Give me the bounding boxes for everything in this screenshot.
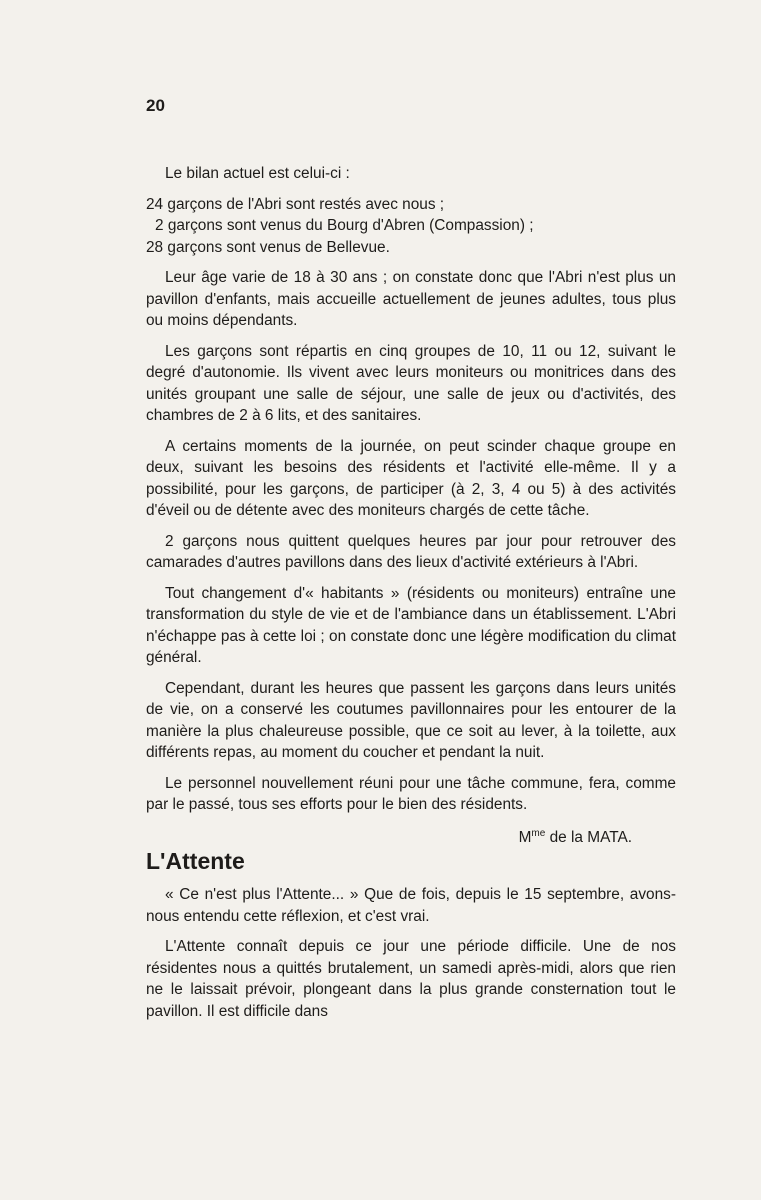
- signature-name: de la MATA.: [545, 828, 632, 846]
- signature: [146, 823, 676, 849]
- body-paragraph: Cependant, durant les heures que passent les garçons dans leurs unités de vie, on a conservé les coutumes pavillonnaires pour les entourer de la manière la plus chaleureuse possible, que ce soit au lever, à la toilette, aux différents repas, au moment du coucher et pendant la nuit.: [146, 679, 676, 761]
- section-heading-attente: L'Attente: [146, 848, 245, 874]
- signature-superscript: me: [531, 827, 546, 839]
- intro-paragraph: Le bilan actuel est celui-ci :: [165, 165, 350, 182]
- body-paragraph: L'Attente connaît depuis ce jour une période difficile. Une de nos résidentes nous a quittés brutalement, un samedi après-midi, alors que rien ne le laissait prévoir, plongeant dans la plus grande consternation tout le pavillon. Il est difficile dans: [146, 938, 676, 1020]
- list-item: 28 garçons sont venus de Bellevue.: [146, 238, 390, 256]
- body-paragraph: 2 garçons nous quittent quelques heures par jour pour retrouver des camarades d'autres pavillons dans des lieux d'activité extérieurs à l'Abri.: [146, 532, 676, 571]
- signature-prefix: M: [518, 828, 532, 846]
- body-paragraph: Les garçons sont répartis en cinq groupes de 10, 11 ou 12, suivant le degré d'autonomie. Ils vivent avec leurs moniteurs ou monitrices dans des unités groupant une salle de séjour, une salle de jeux ou d'activités, des chambres de 2 à 6 lits, et des sanitaires.: [146, 342, 676, 424]
- body-paragraph: Le personnel nouvellement réuni pour une tâche commune, fera, comme par le passé, tous ses efforts pour le bien des résidents.: [146, 774, 676, 813]
- page-number: 20: [146, 96, 165, 115]
- list-item: 2 garçons sont venus du Bourg d'Abren (Compassion) ;: [155, 217, 534, 234]
- list-item: 24 garçons de l'Abri sont restés avec nous ;: [146, 195, 445, 213]
- body-paragraph: Leur âge varie de 18 à 30 ans ; on constate donc que l'Abri n'est plus un pavillon d'enfants, mais accueille actuellement de jeunes adultes, tous plus ou moins dépendants.: [146, 269, 676, 329]
- section-abri-body: [146, 163, 676, 848]
- body-paragraph: Tout changement d'« habitants » (résidents ou moniteurs) entraîne une transformation du style de vie et de l'ambiance dans un établissement. L'Abri n'échappe pas à cette loi ; on constate donc une légère modification du climat général.: [146, 584, 676, 666]
- body-paragraph: « Ce n'est plus l'Attente... » Que de fois, depuis le 15 septembre, avons-nous entendu cette réflexion, et c'est vrai.: [146, 886, 676, 925]
- section-attente-body: [146, 884, 676, 1031]
- body-paragraph: A certains moments de la journée, on peut scinder chaque groupe en deux, suivant les besoins des résidents et l'activité elle-même. Il y a possibilité, pour les garçons, de participer (à 2, 3, 4 ou 5) à des activités d'éveil ou de détente avec des moniteurs chargés de cette tâche.: [146, 437, 676, 519]
